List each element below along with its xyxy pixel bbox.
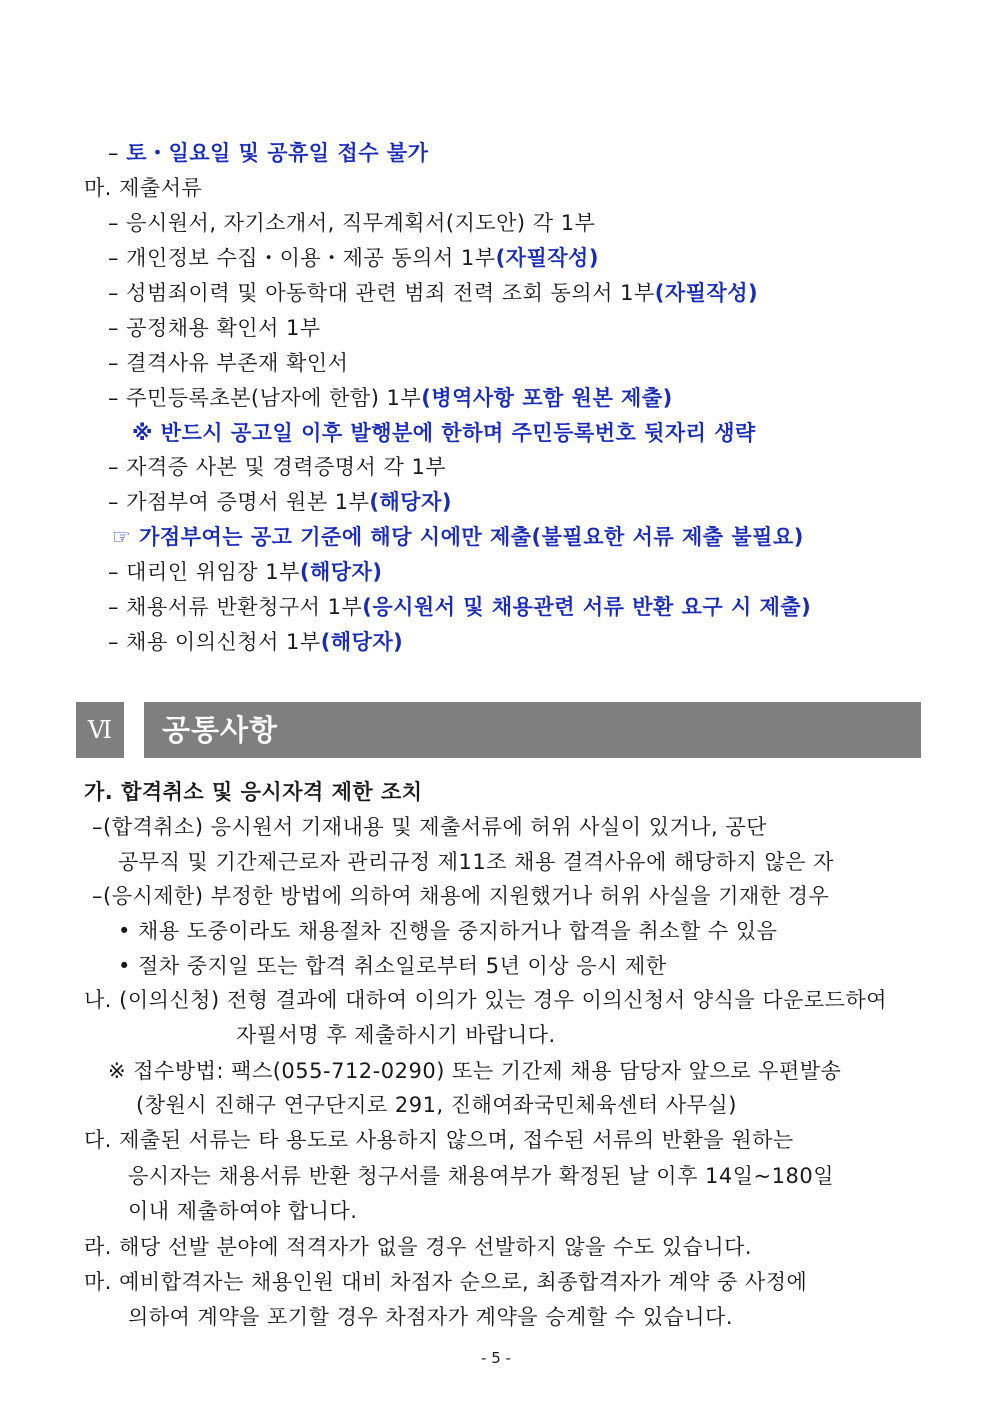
common-line: 자필서명 후 제출하시기 바랍니다.	[236, 1023, 556, 1047]
common-bullet: • 절차 중지일 또는 합격 취소일로부터 5년 이상 응시 제한	[118, 954, 667, 978]
doc-item: – 성범죄이력 및 아동학대 관련 범죄 전력 조회 동의서 1부(자필작성)	[108, 281, 759, 305]
doc-item: – 채용서류 반환청구서 1부(응시원서 및 채용관련 서류 반환 요구 시 제출)	[108, 595, 812, 619]
doc-note: ☞ 가점부여는 공고 기준에 해당 시에만 제출(불필요한 서류 제출 불필요)	[112, 525, 804, 549]
common-line: 이내 제출하여야 합니다.	[128, 1199, 358, 1223]
section-number: Ⅵ	[76, 702, 124, 758]
doc-item: – 결격사유 부존재 확인서	[108, 351, 349, 375]
section-title: 공통사항	[144, 702, 921, 758]
common-line: 다. 제출된 서류는 타 용도로 사용하지 않으며, 접수된 서류의 반환을 원하는	[84, 1128, 794, 1152]
common-line: 라. 해당 선발 분야에 적격자가 없을 경우 선발하지 않을 수도 있습니다.	[84, 1235, 753, 1259]
common-line: 나. (이의신청) 전형 결과에 대하여 이의가 있는 경우 이의신청서 양식을 다운로드하여	[84, 988, 888, 1012]
common-line: 응시자는 채용서류 반환 청구서를 채용여부가 확정된 날 이후 14일~180일	[128, 1164, 835, 1188]
common-line: 의하여 계약을 포기할 경우 차점자가 계약을 승계할 수 있습니다.	[128, 1305, 734, 1329]
doc-item: – 주민등록초본(남자에 한함) 1부(병역사항 포함 원본 제출)	[108, 386, 673, 410]
doc-item: – 응시원서, 자기소개서, 직무계획서(지도안) 각 1부	[108, 211, 596, 235]
common-line: –(응시제한) 부정한 방법에 의하여 채용에 지원했거나 허위 사실을 기재한 경우	[92, 884, 830, 908]
doc-item: – 채용 이의신청서 1부(해당자)	[108, 630, 404, 654]
doc-item: – 공정채용 확인서 1부	[108, 316, 321, 340]
common-line: –(합격취소) 응시원서 기재내용 및 제출서류에 허위 사실이 있거나, 공단	[92, 815, 767, 839]
doc-item: – 대리인 위임장 1부(해당자)	[108, 560, 383, 584]
common-line: 마. 예비합격자는 채용인원 대비 차점자 순으로, 최종합격자가 계약 중 사정에	[84, 1270, 808, 1294]
common-bullet: • 채용 도중이라도 채용절차 진행을 중지하거나 합격을 취소할 수 있음	[118, 919, 778, 943]
common-note: ※ 접수방법: 팩스(055-712-0290) 또는 기간제 채용 담당자 앞으로 우편발송	[108, 1059, 842, 1083]
page-number: - 5 -	[481, 1349, 511, 1367]
doc-item: – 자격증 사본 및 경력증명서 각 1부	[108, 455, 447, 479]
doc-heading: 마. 제출서류	[84, 176, 203, 200]
common-line: 공무직 및 기간제근로자 관리규정 제11조 채용 결격사유에 해당하지 않은 자	[118, 850, 834, 874]
common-note: (창원시 진해구 연구단지로 291, 진해여좌국민체육센터 사무실)	[136, 1093, 737, 1117]
doc-item: – 가점부여 증명서 원본 1부(해당자)	[108, 490, 452, 514]
doc-line-weekend: – 토・일요일 및 공휴일 접수 불가	[108, 141, 429, 165]
doc-note: ※ 반드시 공고일 이후 발행분에 한하며 주민등록번호 뒷자리 생략	[132, 421, 756, 445]
doc-item: – 개인정보 수집・이용・제공 동의서 1부(자필작성)	[108, 246, 599, 270]
common-heading: 가. 합격취소 및 응시자격 제한 조치	[84, 780, 423, 804]
